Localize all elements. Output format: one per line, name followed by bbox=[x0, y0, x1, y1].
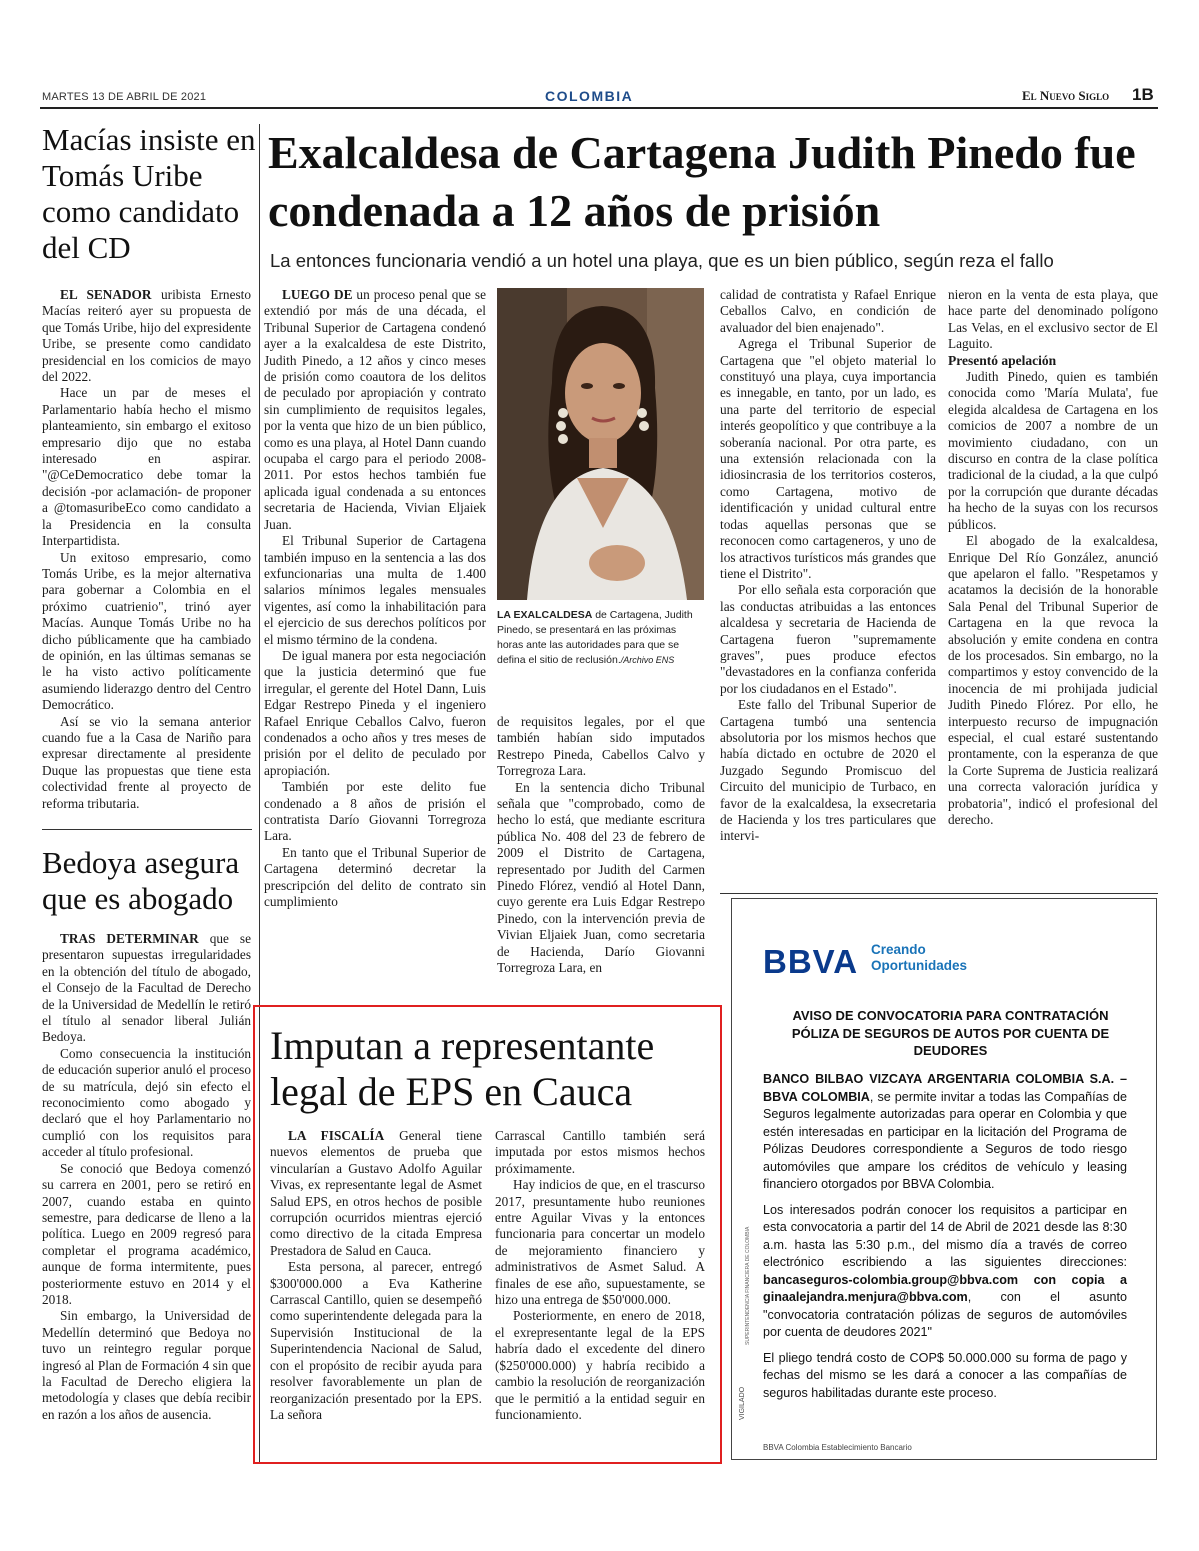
main-paragraph: Agrega el Tribunal Superior de Cartagena que "el objeto material lo constituyó una playa, cuya importancia es innegable, en tanto, por un lado, es una parte del territorio de especial interés geopolítico y que contribuye a la soberanía nacional. Por otra parte, es una extensión relacionada con la idiosincrasia de los territorios costeros, como Cartagena, motivo de identificación y unidad cultural entre todas aquellas personas que se reconocen como cartageneros, y uno de los atractivos turísticos más grandes que tiene el Distrito". bbox=[720, 336, 936, 581]
eps-paragraph: Posteriormente, en enero de 2018, el exrepresentante legal de la EPS habría dado el excedente del dinero ($250'000.000) y habría recibido a cambio la resolución de reorganización que le permitió a la entidad seguir en funcionamiento. bbox=[495, 1308, 705, 1422]
portrait-illustration bbox=[497, 288, 704, 600]
photo-caption bbox=[497, 608, 705, 668]
copy-label: con copia a bbox=[1033, 1272, 1127, 1287]
eps-paragraph: Esta persona, al parecer, entregó $300'000.000 a Eva Katherine Carrascal Cantillo, quien se desempeñó como superintendente delegada para la Supervisión Institucional de la Superintendencia Nacional de Salud, con el propósito de recibir ayuda para resolver favorablemente un plan de reorganización presentado por la EPS. La señora bbox=[270, 1259, 482, 1422]
email-link[interactable]: bancaseguros-colombia.group@bbva.com bbox=[763, 1272, 1019, 1287]
eps-paragraph: General tiene nuevos elementos de prueba que vincularían a Gustavo Adolfo Aguilar Vivas, ex representante legal de Asmet Salud EPS, en otros hechos de posible corrupción ocurridos mientras ejerció como directivo de la citada Empresa Prestadora de Salud en Cauca. bbox=[270, 1128, 482, 1258]
main-column-1 bbox=[264, 287, 486, 910]
eps-paragraph: Hay indicios de que, en el trascurso 2017, presuntamente hubo reuniones entre Aguilar Vivas y la entonces funcionaria para concertar un modelo de mejoramiento financiero y administrativos de Asmet Salud. A finales de ese año, supuestamente, se hizo una entrega de $50'000.000. bbox=[495, 1177, 705, 1308]
bbva-logo: BBVA bbox=[763, 943, 859, 980]
main-paragraph: un proceso penal que se extendió por más de una década, el Tribunal Superior de Cartagena condenó ayer a la exalcaldesa de este Distrito, Judith Pinedo, a 12 años y cinco meses de prisión como coautora de los delitos de peculado por apropiación y contrato sin cumplimiento de requisitos legales, por la venta que hizo de un bien público, como es una playa, al Hotel Dann cuando ocupaba el cargo para el periodo 2008-2011. Por estos hechos también fue aplicada igual condenada a su entonces secretaria de Hacienda, Vivian Eljaiek Juan. bbox=[264, 287, 486, 532]
caption-credit: /Archivo ENS bbox=[620, 655, 675, 665]
main-subhead: Presentó apelación bbox=[948, 352, 1057, 368]
ad-paragraph: , con el asunto "convocatoria contratación pólizas de seguros de automóviles por cuenta de deudores 2021" bbox=[763, 1290, 1127, 1339]
ad-heading: AVISO DE CONVOCATORIA PARA CONTRATACIÓN PÓLIZA DE SEGUROS DE AUTOS POR CUENTA DE DEUDORES bbox=[791, 1008, 1110, 1058]
main-column-3 bbox=[720, 287, 936, 845]
main-column-4 bbox=[948, 287, 1158, 828]
ad-paragraph: El pliego tendrá costo de COP$ 50.000.000 su forma de pago y fechas del mismo se les dará a conocer a las compañías de seguros habilitadas durante este proceso. bbox=[763, 1350, 1127, 1400]
main-lead: LUEGO DE bbox=[282, 287, 353, 302]
macias-article bbox=[42, 287, 251, 812]
main-paragraph: En la sentencia dicho Tribunal señala que "comprobado, como de hecho lo está, que mediante escritura pública No. 408 del 23 de febrero de 2009 el Distrito de Cartagena, representado por Judith del Carmen Pinedo Flórez, vendió al Hotel Dann, cuyo gerente era Luis Edgar Restrepo Pinedo, con la intervención previa de Vivian Eljaiek Juan, como secretaria de Hacienda, Darío Giovanni Torregroza Lara, en bbox=[497, 779, 705, 976]
section-divider bbox=[720, 893, 1158, 894]
regulator-microtext: SUPERINTENDENCIA FINANCIERA DE COLOMBIA bbox=[745, 1226, 751, 1345]
bbva-tagline bbox=[871, 942, 967, 974]
bedoya-article bbox=[42, 931, 251, 1423]
page-number: 1B bbox=[1132, 85, 1154, 104]
macias-paragraph: Así se vio la semana anterior cuando fue a la Casa de Nariño para expresar directamente al presidente Duque las propuestas que tiene esta colectividad frente al proyecto de reforma tributaria. bbox=[42, 713, 251, 811]
caption-text: de Cartagena, Judith Pinedo, se presentará en las próximas horas ante las autoridades para que se defina el sitio de reclusión. bbox=[497, 609, 693, 666]
email-link[interactable]: ginaalejandra.menjura@bbva.com bbox=[763, 1290, 968, 1304]
bedoya-headline: Bedoya asegura que es abogado bbox=[42, 845, 240, 916]
bedoya-paragraph: Como consecuencia la institución de educación superior anuló el proceso de su matrícula, dejó sin efecto el reconocimiento como abogado y declaró que el hoy Parlamentario no cumplió con los requisitos para acceder al título profesional. bbox=[42, 1045, 251, 1160]
ad-paragraph: , se permite invitar a todas las Compañías de Seguros legalmente autorizadas para operar en Colombia y que estén interesadas en participar en la licitación del Programa de Pólizas Deudores correspondiente a Seguros de todo riesgo automóviles que ampare los créditos de vehículo y leasing financiero otorgados por BBVA Colombia. bbox=[763, 1089, 1127, 1191]
ad-footer: BBVA Colombia Establecimiento Bancario bbox=[763, 1443, 912, 1452]
bedoya-lead: TRAS DETERMINAR bbox=[60, 931, 199, 946]
main-paragraph: de requisitos legales, por el que también habían sido imputados Restrepo Pineda, Cabellos Calvo y Torregroza Lara. bbox=[497, 714, 705, 779]
portrait-photo bbox=[497, 288, 704, 600]
tagline-line: Creando bbox=[871, 942, 926, 957]
main-paragraph: El abogado de la exalcaldesa, Enrique Del Río González, anunció que apelaron el fallo. "Respetamos y acatamos la decisión de la honorable Sala Penal del Tribunal Superior de Cartagena en la que revoca la absolución y emite condena en contra de los procesados. Sin embargo, no la compartimos y estoy convencido de la inocencia de mi prohijada judicial Judith Pinedo Flórez. Por ello, he interpuesto recurso de impugnación especial, el cual estaré sustentando prontamente, con la esperanza de que la Corte Suprema de Justicia realizará una correcta valoración jurídica y probatoria", indicó el profesional del derecho. bbox=[948, 533, 1158, 827]
main-paragraph: nieron en la venta de esta playa, que hace parte del denominado polígono Las Velas, en el exclusivo sector de El Laguito. bbox=[948, 287, 1158, 352]
macias-paragraph: Hace un par de meses el Parlamentario había hecho el mismo planteamiento, sin embargo el exitoso empresario dijo que no estaba interesado en aspirar. "@CeDemocratico debe tomar la decisión -por aclamación- de proponer a @tomasuribeEco como candidato a la Presidencia en la consulta Interpartidista. bbox=[42, 385, 251, 549]
macias-paragraph: uribista Ernesto Macías reiteró ayer su propuesta de que Tomás Uribe, hijo del expresidente Uribe, se presente como candidato presidencial en los comicios de mayo del 2022. bbox=[42, 287, 251, 385]
main-paragraph: De igual manera por esta negociación que la justicia determinó que fue irregular, el gerente del Hotel Dann, Luis Edgar Restrepo Pineda y el ingeniero Rafael Enrique Ceballos Calvo, fueron condenados a ocho años y tres meses de prisión por el delito de peculado por apropiación. bbox=[264, 647, 486, 778]
ad-body bbox=[763, 1071, 1127, 1410]
bedoya-paragraph: que se presentaron supuestas irregularidades en la obtención del título de abogado, el Consejo de la Facultad de Derecho de la Universidad de Medellín le retiró el título al senador liberal Julián Bedoya. bbox=[42, 931, 251, 1045]
main-paragraph: Este fallo del Tribunal Superior de Cartagena tumbó una sentencia absolutoria por los mismos hechos que había dictado en octubre de 2020 el Juzgado Segundo Promiscuo del Circuito del municipio de Turbaco, en favor de la exalcaldesa, la exsecretaria de Hacienda y los tres particulares que intervi- bbox=[720, 697, 936, 844]
caption-lead: LA EXALCALDESA bbox=[497, 609, 593, 621]
macias-headline: Macías insiste en Tomás Uribe como candidato del CD bbox=[42, 122, 256, 265]
eps-column-1 bbox=[270, 1128, 482, 1423]
main-paragraph: Por ello señala esta corporación que las conductas atribuidas a las entonces alcaldesa y secretaria de Hacienda de Cartagena fueron "supremamente graves", pues produce efectos "devastadores en la confianza conferida por los ciudadanos en el Estado". bbox=[720, 582, 936, 696]
main-paragraph: También por este delito fue condenado a 8 años de prisión el contratista Darío Giovanni Torregroza Lara. bbox=[264, 779, 486, 844]
main-paragraph: El Tribunal Superior de Cartagena también impuso en la sentencia a las dos exfuncionarias una multa de 1.400 salarios mínimos legales mensuales vigentes, así como la inhabilitación para el ejercicio de sus derechos políticos por el mismo término de la condena. bbox=[264, 533, 486, 647]
main-paragraph: calidad de contratista y Rafael Enrique Ceballos Calvo, en condición de avaluador del bien enajenado". bbox=[720, 287, 936, 335]
main-headline: Exalcaldesa de Cartagena Judith Pinedo fue condenada a 12 años de prisión bbox=[268, 127, 1136, 236]
newspaper-name: El Nuevo Siglo bbox=[1022, 88, 1110, 103]
section-divider bbox=[42, 829, 252, 830]
bedoya-paragraph: Se conoció que Bedoya comenzó su carrera en 2001, pero se retiró en 2007, cuando estaba en quinto semestre, para dedicarse de lleno a la política. Luego en 2009 regresó para completar el programa académico, aunque de forma intermitente, pues posteriormente estuvo en 2014 y el 2018. bbox=[42, 1160, 251, 1307]
main-column-2 bbox=[497, 714, 705, 977]
tagline-line: Oportunidades bbox=[871, 958, 968, 973]
header-rule bbox=[40, 107, 1158, 109]
macias-paragraph: Un exitoso empresario, como Tomás Uribe, es la mejor alternativa para gobernar a Colombia en el próximo cuatrienio", trinó ayer Macías. Aunque Tomás Uribe no ha dicho públicamente que ha cambiado de opinión, en las últimas semanas se le ha visto activo políticamente asumiendo liderazgo dentro del Centro Democrático. bbox=[42, 549, 251, 713]
eps-paragraph: Carrascal Cantillo también será imputada por estos mismos hechos próximamente. bbox=[495, 1128, 705, 1176]
issue-date: MARTES 13 DE ABRIL DE 2021 bbox=[42, 91, 207, 103]
bedoya-paragraph: Sin embargo, la Universidad de Medellín determinó que Bedoya no tuvo un reintegro regular porque ingresó al Plan de Formación 4 sin que la Facultad de Derecho eligiera la metodología y clases que debía recibir en razón a los años de ausencia. bbox=[42, 1308, 251, 1422]
bank-name: BANCO BILBAO VIZCAYA ARGENTARIA COLOMBIA S.A. – BBVA COLOMBIA bbox=[763, 1072, 1127, 1104]
ad-paragraph: Los interesados podrán conocer los requisitos a participar en esta convocatoria a partir del 14 de Abril de 2021 desde las 8:30 a.m. hasta las 5:30 p.m., del mismo día a través de correo electrónico escribiendo a las siguientes direcciones: bbox=[763, 1202, 1127, 1269]
eps-lead: LA FISCALÍA bbox=[288, 1128, 385, 1143]
eps-column-2 bbox=[495, 1128, 705, 1423]
section-name: COLOMBIA bbox=[545, 88, 634, 104]
macias-lead: EL SENADOR bbox=[60, 287, 152, 302]
main-paragraph: Judith Pinedo, quien es también conocida como 'María Mulata', fue elegida alcaldesa de Cartagena en los comicios de 2007 a nombre de un movimiento ciudadano, con un discurso en contra de la clase política tradicional de la ciudad, a la que culpó por la corrupción que durante décadas ha hecho de la suyas con los recursos públicos. bbox=[948, 369, 1158, 532]
eps-headline: Imputan a representante legal de EPS en Cauca bbox=[270, 1023, 655, 1114]
main-subheadline: La entonces funcionaria vendió a un hotel una playa, que es un bien público, según reza el fallo bbox=[270, 250, 1054, 271]
vigilado-label: VIGILADO bbox=[739, 1386, 746, 1420]
main-paragraph: En tanto que el Tribunal Superior de Cartagena determinó decretar la prescripción del delito de contrato sin cumplimiento bbox=[264, 844, 486, 910]
